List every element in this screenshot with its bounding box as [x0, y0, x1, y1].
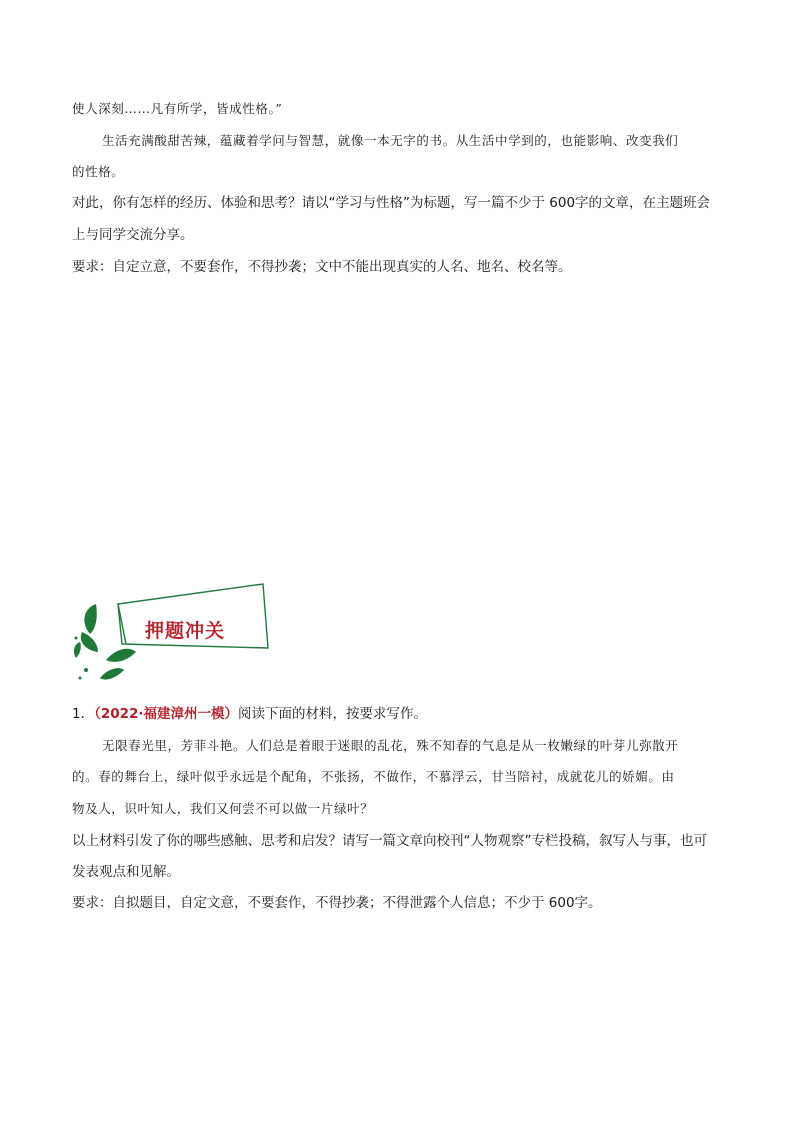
task-prompt-line: 以上材料引发了你的哪些感触、思考和启发？请写一篇文章向校刊“人物观察”专栏投稿，叙写人与事，也可 [72, 833, 707, 849]
question-number: 1． [72, 706, 95, 722]
question-source: （2022·福建漳州一模） [94, 706, 239, 722]
material-quote-end: 使人深刻……凡有所学，皆成性格。” [72, 101, 283, 116]
question-header [72, 704, 427, 724]
material-paragraph-line: 的。春的舞台上，绿叶似乎永远是个配角，不张扬，不做作，不慕浮云，甘当陪衬，成就花儿的娇媚。由 [72, 769, 675, 784]
task-prompt-line: 上与同学交流分享。 [72, 227, 194, 243]
material-paragraph-line: 无限春光里，芳菲斗艳。人们总是着眼于迷眼的乱花，殊不知春的气息是从一枚嫩绿的叶芽儿弥散开 [102, 738, 679, 753]
task-requirements: 要求：自拟题目，自定文意，不要套作，不得抄袭；不得泄露个人信息；不少于 600字。 [72, 895, 602, 911]
task-prompt-line: 发表观点和见解。 [72, 864, 180, 880]
task-prompt-line: 对此，你有怎样的经历、体验和思考？请以“学习与性格”为标题，写一篇不少于 600字的文章，在主题班会 [72, 195, 711, 211]
task-requirements: 要求：自定立意，不要套作，不得抄袭；文中不能出现真实的人名、地名、校名等。 [72, 259, 572, 275]
material-paragraph-line: 物及人，识叶知人，我们又何尝不可以做一片绿叶？ [72, 801, 374, 816]
question-intro: 阅读下面的材料，按要求写作。 [238, 706, 428, 722]
section-title: 押题冲关 [145, 620, 226, 642]
material-paragraph-line: 生活充满酸甜苦辣，蕴藏着学问与智慧，就像一本无字的书。从生活中学到的，也能影响、改变我们 [102, 133, 679, 148]
material-paragraph-line: 的性格。 [72, 164, 125, 179]
